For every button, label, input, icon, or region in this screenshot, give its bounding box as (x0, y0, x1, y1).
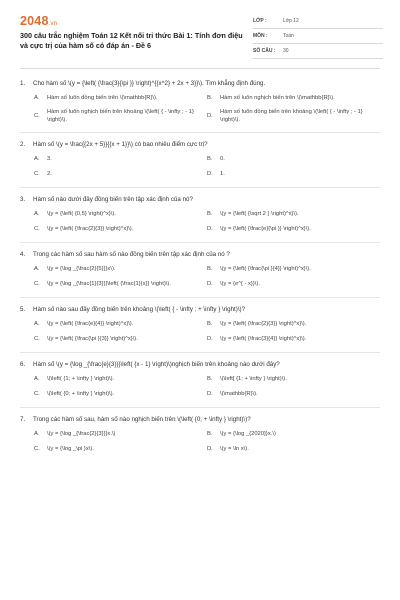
option-a[interactable] (34, 209, 207, 219)
meta-value: 30 (283, 48, 289, 54)
option-c[interactable] (34, 279, 207, 289)
question-text: Trong các hàm số sau, hàm số nào nghịch biến trên \(\left( {0; + \infty } \right)\)? (33, 416, 251, 423)
option-letter: C. (34, 171, 40, 177)
option-letter: A. (34, 321, 40, 327)
option-letter: C. (34, 336, 40, 342)
option-a[interactable] (34, 264, 207, 274)
question-stem (20, 306, 380, 314)
option-letter: C. (34, 113, 40, 119)
logo-suffix: .vn (48, 21, 58, 27)
option-letter: B. (207, 431, 213, 437)
option-c[interactable] (34, 389, 207, 399)
question-stem (20, 80, 380, 88)
option-text: \(y = {\left( {\frac{e}{\pi }} \right)^x}\). (220, 226, 311, 232)
option-text: \(y = {\left( {0,5} \right)^x}\). (47, 211, 116, 217)
options (20, 429, 380, 454)
option-b[interactable] (207, 264, 380, 274)
question-divider (20, 352, 380, 353)
option-text: 0. (220, 156, 225, 162)
option-d[interactable] (207, 334, 380, 344)
meta-table (253, 14, 383, 59)
option-c[interactable] (34, 224, 207, 234)
option-b[interactable] (207, 209, 380, 219)
question-number: 2. (20, 141, 26, 148)
question-text: Hàm số \(y = {\log _{\frac{e}{3}}}\left( {x - 1} \right)\)nghịch biến trên khoảng nào dưới đây? (33, 361, 280, 368)
option-b[interactable] (207, 93, 380, 103)
question-number: 1. (20, 80, 26, 87)
option-letter: C. (34, 226, 40, 232)
option-text: \(y = {\left( {\frac{e}{4}} \right)^x}\). (47, 321, 134, 327)
option-d[interactable] (207, 169, 380, 179)
question-divider (20, 242, 380, 243)
question-text: Trong các hàm số sau hàm số nào đồng biến trên tập xác định của nó ? (33, 251, 230, 258)
meta-row-class (253, 14, 383, 29)
option-a[interactable] (34, 93, 207, 103)
option-d[interactable] (207, 108, 380, 124)
question-number: 7. (20, 416, 26, 423)
option-d[interactable] (207, 389, 380, 399)
option-letter: B. (207, 156, 213, 162)
option-b[interactable] (207, 374, 380, 384)
option-letter: D. (207, 446, 213, 452)
options (20, 209, 380, 234)
meta-value: Lớp 12 (283, 18, 299, 24)
option-text: \(y = \ln x\). (220, 446, 249, 452)
option-text: \(y = {\log _{2020}}x.\) (220, 431, 276, 437)
meta-label: MÔN : (253, 33, 268, 39)
option-c[interactable] (34, 334, 207, 344)
question-4 (20, 251, 380, 289)
option-text: 2. (47, 171, 52, 177)
question-stem (20, 251, 380, 259)
option-d[interactable] (207, 444, 380, 454)
question-stem (20, 416, 380, 424)
question-5 (20, 306, 380, 344)
option-text: Hàm số luôn đồng biến trên \(\mathbb{R}\). (47, 95, 158, 101)
option-letter: B. (207, 321, 213, 327)
option-a[interactable] (34, 429, 207, 439)
option-text: \(\left( {1; + \infty } \right)\). (47, 376, 115, 382)
option-letter: A. (34, 376, 40, 382)
question-3 (20, 196, 380, 234)
question-divider (20, 132, 380, 133)
options (20, 93, 380, 124)
question-divider (20, 187, 380, 188)
option-letter: D. (207, 391, 213, 397)
option-letter: B. (207, 376, 213, 382)
option-letter: B. (207, 266, 213, 272)
question-stem (20, 141, 380, 149)
question-text: Hàm số \(y = \frac{{2x + 5}}{{x + 1}}\) có bao nhiêu điểm cực trị? (33, 141, 208, 148)
option-a[interactable] (34, 319, 207, 329)
option-text: \(\left[ {1; + \infty } \right)\). (220, 376, 287, 382)
option-text: \(\mathbb{R}\). (220, 391, 258, 397)
options (20, 264, 380, 289)
option-letter: A. (34, 431, 40, 437)
option-text: Hàm số luôn đồng biến trên khoảng \(\left( { - \infty ; - 1} \right)\). (220, 109, 363, 123)
question-1 (20, 80, 380, 124)
question-divider (20, 297, 380, 298)
meta-label: SỐ CÂU : (253, 48, 276, 54)
option-text: \(y = {\log _{\frac{2}{3}}}x.\) (47, 431, 116, 437)
option-letter: C. (34, 281, 40, 287)
option-letter: D. (207, 281, 213, 287)
option-text: \(y = {\left( {\frac{2}{3}} \right)^x}\). (220, 321, 307, 327)
options (20, 154, 380, 179)
option-letter: A. (34, 211, 40, 217)
option-text: \(y = {\left( {\frac{2}{3}} \right)^x}\). (47, 226, 134, 232)
document-title: 300 câu trắc nghiệm Toán 12 Kết nối tri thức Bài 1: Tính đơn điệu và cực trị của hàm số có đáp án - Đề 6 (20, 31, 243, 50)
option-a[interactable] (34, 374, 207, 384)
question-number: 4. (20, 251, 26, 258)
option-c[interactable] (34, 444, 207, 454)
question-list (20, 80, 380, 454)
option-letter: D. (207, 226, 213, 232)
question-text: Hàm số nào dưới đây đồng biến trên tập xác định của nó? (33, 196, 193, 203)
option-letter: D. (207, 336, 213, 342)
option-d[interactable] (207, 279, 380, 289)
option-letter: A. (34, 266, 40, 272)
option-d[interactable] (207, 224, 380, 234)
option-text: \(y = {\left( {\frac{\pi }{3}} \right)^x}\). (47, 336, 138, 342)
header-divider (20, 68, 380, 69)
question-text: Cho hàm số \(y = {\left( {\frac{3}{\pi }} \right)^{{x^2} + 2x + 3}}\). Tìm khẳng định đúng. (33, 80, 266, 87)
question-stem (20, 196, 380, 204)
option-letter: C. (34, 391, 40, 397)
option-text: \(y = {\log _{\frac{2}{5}}}x\). (47, 266, 116, 272)
option-letter: B. (207, 211, 213, 217)
question-number: 6. (20, 361, 26, 368)
option-b[interactable] (207, 319, 380, 329)
option-text: Hàm số luôn nghịch biến trên \(\mathbb{R}\). (220, 95, 335, 101)
site-logo[interactable] (20, 14, 57, 28)
logo-main: 2048 (20, 14, 49, 28)
option-text: \(\left( {0; + \infty } \right)\). (47, 391, 115, 397)
option-letter: D. (207, 171, 213, 177)
option-letter: C. (34, 446, 40, 452)
option-letter: A. (34, 156, 40, 162)
question-divider (20, 407, 380, 408)
option-text: 3. (47, 156, 52, 162)
option-text: \(y = {\left( {\frac{3}{4}} \right)^x}\). (220, 336, 307, 342)
options (20, 374, 380, 399)
question-stem (20, 361, 380, 369)
question-7 (20, 416, 380, 454)
option-c[interactable] (34, 108, 207, 124)
option-b[interactable] (207, 429, 380, 439)
option-text: \(y = {e^{ - x}}\). (220, 281, 260, 287)
question-number: 5. (20, 306, 26, 313)
question-text: Hàm số nào sau đây đồng biến trên khoảng \(\left( { - \infty ; + \infty } \right)\)? (33, 306, 246, 313)
meta-label: LỚP : (253, 18, 267, 24)
meta-value: Toán (283, 33, 294, 39)
option-c[interactable] (34, 169, 207, 179)
option-text: Hàm số luôn nghịch biến trên khoảng \(\left( { - \infty ; - 1} \right)\). (47, 109, 194, 123)
option-letter: D. (207, 113, 213, 119)
option-text: \(y = {\log _\pi }x\). (47, 446, 94, 452)
meta-row-count (253, 44, 383, 59)
options (20, 319, 380, 344)
option-b[interactable] (207, 154, 380, 164)
document-header (0, 0, 400, 62)
question-2 (20, 141, 380, 179)
question-6 (20, 361, 380, 399)
meta-row-subject (253, 29, 383, 44)
option-text: \(y = {\left( {\sqrt 2 } \right)^x}\). (220, 211, 299, 217)
option-text: \(y = {\log _{\frac{1}{3}}}\left( {\frac{1}{x}} \right)\). (47, 281, 171, 287)
option-a[interactable] (34, 154, 207, 164)
option-letter: B. (207, 95, 213, 101)
option-letter: A. (34, 95, 40, 101)
option-text: \(y = {\left( {\frac{\pi }{4}} \right)^x}\). (220, 266, 311, 272)
option-text: 1. (220, 171, 225, 177)
question-number: 3. (20, 196, 26, 203)
